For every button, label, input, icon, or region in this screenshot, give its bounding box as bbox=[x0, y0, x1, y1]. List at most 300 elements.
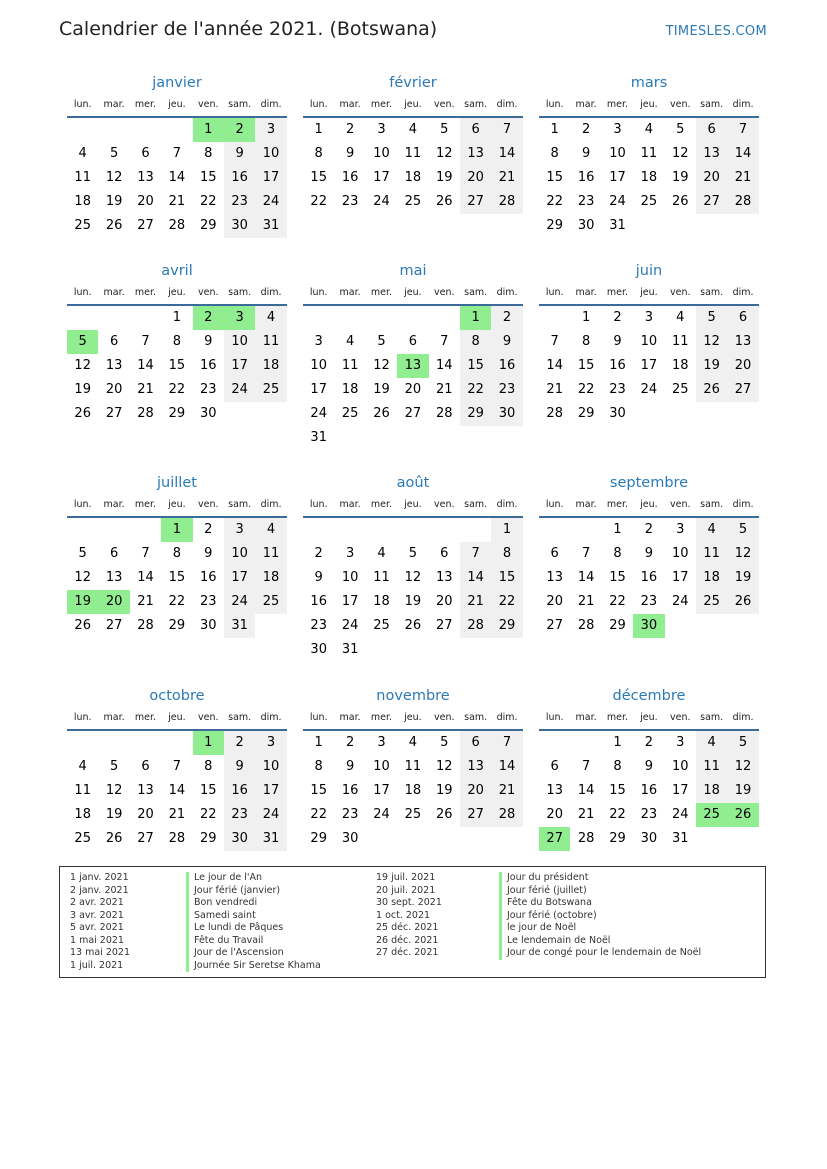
weekday-label: sam. bbox=[228, 287, 252, 298]
day-cell: 19 bbox=[74, 382, 91, 397]
day-cell: 26 bbox=[373, 406, 390, 421]
day-cell: 10 bbox=[609, 146, 626, 161]
day-cell: 22 bbox=[491, 590, 522, 614]
day-cell: 15 bbox=[199, 170, 217, 185]
day-cell: 5 bbox=[109, 146, 119, 161]
day-cell: 31 bbox=[609, 218, 626, 233]
empty-day bbox=[67, 306, 98, 330]
day-cell: 17 bbox=[671, 570, 689, 585]
day-cell: 18 bbox=[74, 807, 91, 822]
day-cell: 20 bbox=[546, 594, 563, 609]
day-cell: 9 bbox=[613, 334, 622, 349]
day-grid bbox=[539, 731, 759, 851]
month-mars bbox=[539, 72, 759, 238]
empty-day bbox=[570, 518, 601, 542]
day-cell: 27 bbox=[696, 190, 727, 214]
day-cell: 4 bbox=[408, 735, 417, 750]
brand-link[interactable]: TIMESLES.COM bbox=[665, 24, 767, 39]
day-cell: 8 bbox=[204, 146, 213, 161]
day-cell: 1 bbox=[613, 735, 622, 750]
day-cell: 17 bbox=[255, 166, 286, 190]
legend-holiday-name: Bon vendredi bbox=[186, 897, 321, 910]
day-cell: 8 bbox=[172, 334, 181, 349]
day-grid bbox=[303, 518, 523, 662]
day-cell: 24 bbox=[224, 590, 255, 614]
weekday-header bbox=[67, 94, 287, 118]
holiday-day-cell: 26 bbox=[727, 803, 758, 827]
day-cell: 4 bbox=[408, 122, 417, 137]
month-title: mars bbox=[630, 75, 668, 91]
day-cell: 7 bbox=[491, 118, 522, 142]
day-cell: 19 bbox=[727, 566, 758, 590]
legend-date: 5 avr. 2021 bbox=[70, 922, 124, 933]
weekday-header bbox=[539, 94, 759, 118]
day-cell: 10 bbox=[310, 358, 327, 373]
day-cell: 21 bbox=[491, 779, 522, 803]
day-cell: 20 bbox=[727, 354, 758, 378]
day-cell: 21 bbox=[168, 194, 186, 209]
day-cell: 20 bbox=[404, 382, 422, 397]
weekday-label: dim. bbox=[260, 712, 282, 723]
day-cell: 8 bbox=[460, 330, 491, 354]
legend-dates-col-1 bbox=[70, 872, 130, 972]
day-cell: 6 bbox=[696, 118, 727, 142]
day-cell: 13 bbox=[435, 570, 453, 585]
empty-day bbox=[161, 731, 192, 755]
day-cell: 7 bbox=[141, 334, 150, 349]
day-cell: 29 bbox=[460, 402, 491, 426]
day-cell: 5 bbox=[727, 731, 758, 755]
weekday-label: jeu. bbox=[404, 287, 422, 298]
day-cell: 4 bbox=[696, 518, 727, 542]
day-cell: 1 bbox=[581, 310, 591, 325]
empty-day bbox=[539, 306, 570, 330]
day-cell: 11 bbox=[341, 358, 359, 373]
day-cell: 20 bbox=[137, 194, 154, 209]
day-cell: 25 bbox=[671, 382, 689, 397]
weekday-label: lun. bbox=[309, 287, 328, 298]
day-cell: 28 bbox=[460, 614, 491, 638]
day-cell: 27 bbox=[727, 378, 758, 402]
weekday-label: jeu. bbox=[640, 712, 658, 723]
day-cell: 23 bbox=[609, 382, 626, 397]
day-cell: 30 bbox=[224, 827, 255, 851]
day-cell: 10 bbox=[255, 142, 286, 166]
day-cell: 6 bbox=[109, 546, 119, 561]
weekday-header bbox=[539, 494, 759, 518]
day-cell: 1 bbox=[613, 522, 622, 537]
day-cell: 28 bbox=[137, 406, 154, 421]
weekday-label: jeu. bbox=[404, 712, 422, 723]
day-cell: 15 bbox=[168, 358, 186, 373]
day-cell: 3 bbox=[613, 122, 622, 137]
day-cell: 15 bbox=[310, 170, 327, 185]
day-cell: 30 bbox=[341, 831, 359, 846]
day-cell: 27 bbox=[435, 618, 453, 633]
day-cell: 16 bbox=[341, 783, 359, 798]
legend-date: 27 déc. 2021 bbox=[376, 947, 439, 958]
legend-date: 19 juil. 2021 bbox=[376, 872, 436, 883]
day-cell: 1 bbox=[314, 735, 323, 750]
day-cell: 19 bbox=[696, 354, 727, 378]
month-title: août bbox=[396, 475, 430, 491]
day-cell: 22 bbox=[199, 194, 217, 209]
day-cell: 2 bbox=[644, 735, 653, 750]
day-cell: 16 bbox=[577, 170, 595, 185]
day-cell: 18 bbox=[373, 594, 390, 609]
day-cell: 20 bbox=[105, 382, 123, 397]
legend-date: 13 mai 2021 bbox=[70, 947, 131, 958]
day-cell: 23 bbox=[341, 807, 359, 822]
legend-holiday-name: Le lendemain de Noël bbox=[499, 935, 701, 948]
day-cell: 26 bbox=[404, 618, 422, 633]
day-cell: 17 bbox=[609, 170, 626, 185]
day-cell: 23 bbox=[491, 378, 522, 402]
day-cell: 14 bbox=[727, 142, 758, 166]
weekday-label: ven. bbox=[434, 287, 455, 298]
day-cell: 10 bbox=[224, 542, 255, 566]
day-cell: 18 bbox=[671, 358, 689, 373]
holiday-day-cell: 1 bbox=[193, 731, 224, 755]
day-grid bbox=[303, 118, 523, 214]
day-cell: 13 bbox=[460, 142, 491, 166]
legend-date: 25 déc. 2021 bbox=[376, 922, 439, 933]
day-cell: 24 bbox=[341, 618, 359, 633]
day-cell: 12 bbox=[74, 570, 91, 585]
day-cell: 3 bbox=[644, 310, 653, 325]
day-cell: 5 bbox=[440, 122, 449, 137]
holiday-day-cell: 1 bbox=[161, 518, 192, 542]
weekday-label: sam. bbox=[700, 499, 724, 510]
weekday-label: mer. bbox=[370, 99, 393, 110]
day-cell: 24 bbox=[640, 382, 658, 397]
legend-holiday-name: Jour férié (juillet) bbox=[499, 885, 701, 898]
day-cell: 6 bbox=[141, 146, 150, 161]
weekday-label: dim. bbox=[732, 712, 754, 723]
day-cell: 5 bbox=[109, 759, 119, 774]
weekday-label: dim. bbox=[496, 287, 518, 298]
day-cell: 10 bbox=[373, 146, 390, 161]
day-cell: 29 bbox=[546, 218, 563, 233]
empty-day bbox=[67, 518, 98, 542]
month-juillet bbox=[67, 472, 287, 638]
holiday-legend bbox=[59, 866, 766, 978]
day-cell: 15 bbox=[310, 783, 327, 798]
day-cell: 19 bbox=[404, 594, 422, 609]
day-cell: 31 bbox=[671, 831, 689, 846]
day-cell: 9 bbox=[224, 142, 255, 166]
day-cell: 28 bbox=[577, 618, 595, 633]
day-cell: 17 bbox=[255, 779, 286, 803]
day-cell: 8 bbox=[314, 759, 323, 774]
day-cell: 1 bbox=[550, 122, 559, 137]
weekday-label: mer. bbox=[134, 712, 157, 723]
weekday-label: mer. bbox=[606, 712, 629, 723]
weekday-label: sam. bbox=[228, 499, 252, 510]
empty-day bbox=[98, 118, 129, 142]
day-cell: 26 bbox=[105, 218, 123, 233]
weekday-label: ven. bbox=[198, 499, 219, 510]
day-cell: 28 bbox=[168, 218, 186, 233]
empty-day bbox=[334, 518, 365, 542]
day-cell: 19 bbox=[671, 170, 689, 185]
weekday-label: sam. bbox=[228, 99, 252, 110]
day-cell: 10 bbox=[255, 755, 286, 779]
day-cell: 16 bbox=[640, 570, 658, 585]
day-cell: 12 bbox=[696, 330, 727, 354]
day-cell: 3 bbox=[377, 735, 386, 750]
page-title: Calendrier de l'année 2021. (Botswana) bbox=[59, 18, 438, 40]
day-cell: 17 bbox=[373, 783, 390, 798]
day-cell: 20 bbox=[546, 807, 563, 822]
day-cell: 3 bbox=[377, 122, 386, 137]
day-cell: 23 bbox=[199, 594, 217, 609]
weekday-header bbox=[67, 707, 287, 731]
day-cell: 28 bbox=[546, 406, 563, 421]
day-grid bbox=[539, 518, 759, 638]
day-cell: 2 bbox=[581, 122, 591, 137]
weekday-label: lun. bbox=[545, 499, 564, 510]
day-cell: 18 bbox=[341, 382, 359, 397]
holiday-day-cell: 13 bbox=[397, 354, 428, 378]
weekday-label: ven. bbox=[434, 99, 455, 110]
day-cell: 5 bbox=[377, 334, 386, 349]
day-cell: 17 bbox=[671, 783, 689, 798]
day-cell: 27 bbox=[460, 190, 491, 214]
month-title: janvier bbox=[152, 75, 202, 91]
weekday-header bbox=[67, 282, 287, 306]
day-cell: 7 bbox=[460, 542, 491, 566]
weekday-label: jeu. bbox=[168, 287, 186, 298]
day-cell: 24 bbox=[373, 194, 390, 209]
legend-holiday-name: Jour férié (janvier) bbox=[186, 885, 321, 898]
day-cell: 4 bbox=[78, 759, 87, 774]
month-title: février bbox=[389, 75, 437, 91]
day-grid bbox=[539, 306, 759, 426]
day-cell: 27 bbox=[137, 831, 154, 846]
day-cell: 29 bbox=[609, 831, 626, 846]
day-cell: 13 bbox=[137, 170, 154, 185]
day-cell: 28 bbox=[577, 831, 595, 846]
day-cell: 14 bbox=[168, 783, 186, 798]
day-cell: 8 bbox=[491, 542, 522, 566]
day-cell: 27 bbox=[105, 406, 123, 421]
day-cell: 2 bbox=[204, 522, 213, 537]
day-cell: 13 bbox=[460, 755, 491, 779]
day-cell: 14 bbox=[137, 358, 154, 373]
day-cell: 16 bbox=[224, 166, 255, 190]
day-cell: 29 bbox=[199, 831, 217, 846]
holiday-day-cell: 2 bbox=[193, 306, 224, 330]
weekday-label: mar. bbox=[339, 499, 361, 510]
weekday-label: dim. bbox=[496, 499, 518, 510]
day-cell: 22 bbox=[609, 594, 626, 609]
day-cell: 18 bbox=[255, 354, 286, 378]
day-cell: 29 bbox=[168, 406, 186, 421]
day-cell: 14 bbox=[460, 566, 491, 590]
day-cell: 21 bbox=[577, 807, 595, 822]
holiday-day-cell: 5 bbox=[67, 330, 98, 354]
legend-dates-col-2 bbox=[376, 872, 442, 960]
weekday-label: sam. bbox=[464, 499, 488, 510]
day-cell: 11 bbox=[255, 330, 286, 354]
day-cell: 14 bbox=[577, 783, 595, 798]
day-cell: 22 bbox=[577, 382, 595, 397]
weekday-label: ven. bbox=[434, 712, 455, 723]
weekday-header bbox=[539, 282, 759, 306]
day-cell: 15 bbox=[609, 570, 626, 585]
legend-holiday-name: Journée Sir Seretse Khama bbox=[186, 960, 321, 973]
day-cell: 21 bbox=[137, 594, 154, 609]
weekday-label: mar. bbox=[575, 499, 597, 510]
weekday-label: ven. bbox=[434, 499, 455, 510]
day-cell: 31 bbox=[224, 614, 255, 638]
empty-day bbox=[130, 306, 161, 330]
day-cell: 7 bbox=[581, 759, 591, 774]
day-cell: 6 bbox=[727, 306, 758, 330]
day-cell: 24 bbox=[224, 378, 255, 402]
day-cell: 25 bbox=[640, 194, 658, 209]
holiday-day-cell: 20 bbox=[98, 590, 129, 614]
day-cell: 9 bbox=[345, 759, 355, 774]
day-cell: 30 bbox=[640, 831, 658, 846]
empty-day bbox=[67, 731, 98, 755]
day-cell: 9 bbox=[204, 546, 213, 561]
month-juin bbox=[539, 260, 759, 426]
legend-names-col-2 bbox=[499, 872, 701, 960]
weekday-label: dim. bbox=[260, 499, 282, 510]
day-cell: 24 bbox=[255, 190, 286, 214]
weekday-label: lun. bbox=[73, 499, 92, 510]
day-cell: 17 bbox=[640, 358, 658, 373]
day-cell: 31 bbox=[341, 642, 359, 657]
day-cell: 4 bbox=[78, 146, 87, 161]
month-février bbox=[303, 72, 523, 214]
day-cell: 27 bbox=[137, 218, 154, 233]
day-cell: 19 bbox=[727, 779, 758, 803]
day-cell: 30 bbox=[577, 218, 595, 233]
day-cell: 27 bbox=[546, 618, 563, 633]
day-cell: 23 bbox=[199, 382, 217, 397]
weekday-label: mer. bbox=[370, 712, 393, 723]
weekday-label: lun. bbox=[309, 499, 328, 510]
day-cell: 4 bbox=[676, 310, 685, 325]
day-cell: 16 bbox=[640, 783, 658, 798]
day-cell: 13 bbox=[696, 142, 727, 166]
day-cell: 10 bbox=[671, 759, 689, 774]
weekday-label: jeu. bbox=[640, 499, 658, 510]
day-cell: 21 bbox=[168, 807, 186, 822]
holiday-day-cell: 3 bbox=[224, 306, 255, 330]
month-janvier bbox=[67, 72, 287, 238]
day-cell: 31 bbox=[255, 214, 286, 238]
legend-date: 2 janv. 2021 bbox=[70, 884, 129, 896]
legend-date: 20 juil. 2021 bbox=[376, 884, 436, 896]
weekday-label: mar. bbox=[339, 287, 361, 298]
day-cell: 15 bbox=[609, 783, 626, 798]
day-grid bbox=[539, 118, 759, 238]
legend-names-col-1 bbox=[186, 872, 321, 972]
weekday-label: lun. bbox=[73, 99, 92, 110]
day-cell: 14 bbox=[435, 358, 453, 373]
weekday-header bbox=[303, 282, 523, 306]
day-cell: 16 bbox=[341, 170, 359, 185]
day-cell: 16 bbox=[199, 570, 217, 585]
day-cell: 30 bbox=[199, 618, 217, 633]
weekday-label: mar. bbox=[103, 99, 125, 110]
legend-holiday-name: Jour férié (octobre) bbox=[499, 910, 701, 923]
day-cell: 9 bbox=[581, 146, 591, 161]
day-cell: 28 bbox=[137, 618, 154, 633]
day-cell: 4 bbox=[255, 306, 286, 330]
day-cell: 30 bbox=[199, 406, 217, 421]
day-cell: 10 bbox=[224, 330, 255, 354]
day-cell: 11 bbox=[696, 755, 727, 779]
day-cell: 27 bbox=[404, 406, 422, 421]
weekday-label: mer. bbox=[134, 499, 157, 510]
day-cell: 11 bbox=[696, 542, 727, 566]
legend-date: 1 juil. 2021 bbox=[70, 959, 124, 971]
weekday-label: lun. bbox=[545, 712, 564, 723]
day-grid bbox=[67, 118, 287, 238]
legend-holiday-name: Le jour de l'An bbox=[186, 872, 321, 885]
empty-day bbox=[303, 306, 334, 330]
day-cell: 24 bbox=[671, 594, 689, 609]
day-cell: 1 bbox=[314, 122, 323, 137]
weekday-label: dim. bbox=[496, 712, 518, 723]
weekday-label: mar. bbox=[103, 712, 125, 723]
month-octobre bbox=[67, 685, 287, 851]
weekday-label: ven. bbox=[198, 287, 219, 298]
day-cell: 3 bbox=[676, 522, 685, 537]
day-cell: 14 bbox=[168, 170, 186, 185]
day-cell: 3 bbox=[224, 518, 255, 542]
day-cell: 13 bbox=[546, 570, 563, 585]
day-cell: 13 bbox=[105, 358, 123, 373]
day-cell: 25 bbox=[373, 618, 390, 633]
holiday-day-cell: 1 bbox=[193, 118, 224, 142]
day-cell: 7 bbox=[172, 759, 181, 774]
legend-date: 1 oct. 2021 bbox=[376, 909, 431, 921]
day-cell: 12 bbox=[373, 358, 390, 373]
day-cell: 7 bbox=[172, 146, 181, 161]
weekday-label: ven. bbox=[198, 99, 219, 110]
day-cell: 26 bbox=[696, 378, 727, 402]
day-cell: 19 bbox=[105, 194, 123, 209]
day-cell: 12 bbox=[435, 759, 453, 774]
day-cell: 8 bbox=[581, 334, 591, 349]
day-cell: 2 bbox=[644, 522, 653, 537]
day-cell: 2 bbox=[224, 731, 255, 755]
day-cell: 29 bbox=[168, 618, 186, 633]
day-cell: 1 bbox=[491, 518, 522, 542]
weekday-label: jeu. bbox=[168, 499, 186, 510]
weekday-label: sam. bbox=[700, 99, 724, 110]
day-cell: 21 bbox=[435, 382, 453, 397]
day-cell: 10 bbox=[640, 334, 658, 349]
holiday-day-cell: 1 bbox=[460, 306, 491, 330]
day-cell: 6 bbox=[109, 334, 119, 349]
day-cell: 29 bbox=[310, 831, 327, 846]
day-cell: 9 bbox=[644, 546, 653, 561]
day-cell: 22 bbox=[460, 378, 491, 402]
day-cell: 3 bbox=[255, 731, 286, 755]
month-title: avril bbox=[161, 263, 193, 279]
holiday-day-cell: 25 bbox=[696, 803, 727, 827]
day-cell: 30 bbox=[491, 402, 522, 426]
day-cell: 6 bbox=[141, 759, 150, 774]
day-cell: 18 bbox=[255, 566, 286, 590]
